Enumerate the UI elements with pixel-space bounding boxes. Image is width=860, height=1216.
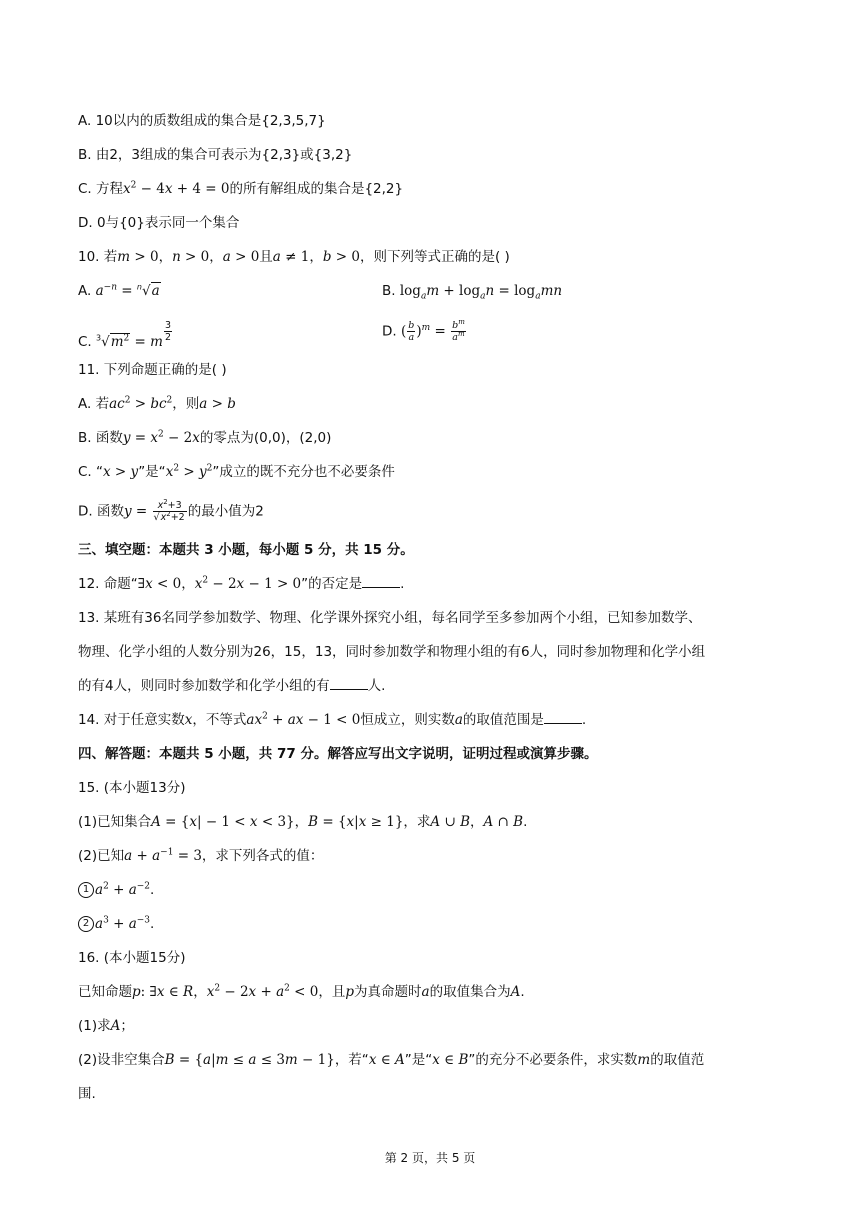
q12: 12. 命题“∃x < 0，$x^2 - 2x - 1 > 0$”的否定是 .	[78, 575, 405, 592]
q11-option-b: B. 函数$y = x^2 - 2x$的零点为(0,0)，(2,0)	[78, 429, 332, 446]
q11-option-d: D. 函数y = $\frac{x^2+3}{√x^2+2}$ 的最小值为2	[78, 497, 264, 523]
q14: 14. 对于任意实数x，不等式$ax^2$ + ax − 1 < 0恒成立，则实数a的取值范围是 .	[78, 711, 587, 728]
q16-part-2-wrap: 围.	[78, 1086, 96, 1102]
q15-part-1: (1)已知集合A = {x| − 1 < x < 3}，B = {x|x ≥ 1}，求A ∪ B，A ∩ B.	[78, 814, 528, 830]
q13-line-2: 物理、化学小组的人数分别为26，15，13，同时参加数学和物理小组的有6人，同时参加物理和化学小组	[78, 644, 706, 660]
q13-line-3: 的有4人，则同时参加数学和化学小组的有 人.	[78, 678, 386, 694]
q16-part-1: (1)求A；	[78, 1018, 134, 1034]
q13-answer-blank[interactable]	[330, 688, 368, 690]
q13-line-1: 13. 某班有36名同学参加数学、物理、化学课外探究小组，每名同学至多参加两个小组，已知参加数学、	[78, 610, 702, 626]
q9-option-a: A. 10以内的质数组成的集合是{2,3,5,7}	[78, 113, 326, 129]
q9-option-d: D. 0与{0}表示同一个集合	[78, 215, 240, 231]
section-4-heading: 四、解答题：本题共 5 小题，共 77 分。解答应写出文字说明，证明过程或演算步骤。	[78, 746, 598, 762]
q10-option-d: D. ( $\frac{b}{a}$ )$^m$ = $\frac{b^m}{a^m}$	[382, 317, 465, 343]
q16-stem: 已知命题p: ∃x ∈ R，$x^2 - 2x + a^2 < 0$，且p为真命题时a的取值集合为A.	[78, 983, 525, 1000]
q9-option-c: C. 方程$x^2 - 4x + 4 = 0$的所有解组成的集合是{2,2}	[78, 180, 404, 197]
q10-option-c: C. $^3√m^2 = m$ $^{\frac{3}{2}}$	[78, 320, 172, 350]
q11-option-c: C. “x > y”是“$x^2 > y^2$”成立的既不充分也不必要条件	[78, 463, 395, 480]
q10-option-b: B. $\log_am + \log_an = \log_amn$	[382, 283, 563, 302]
q9-option-b: B. 由2，3组成的集合可表示为{2,3}或{3,2}	[78, 147, 353, 163]
q16-part-2: (2)设非空集合B = {a|m ≤ a ≤ 3m − 1}，若“x ∈ A”是“x ∈ B”的充分不必要条件，求实数m的取值范	[78, 1052, 705, 1068]
q11-option-a: A. 若$ac^2 > bc^2$，则a > b	[78, 395, 236, 412]
q15-sub-2: 2 $a^3 + a^{-3}$.	[78, 914, 154, 934]
q10-stem: 10. 若m > 0，n > 0，a > 0且a ≠ 1，b > 0，则下列等式正确的是( )	[78, 249, 510, 265]
q15-sub-1: 1 $a^2 + a^{-2}$.	[78, 880, 154, 900]
q11-stem: 11. 下列命题正确的是( )	[78, 362, 227, 378]
section-3-heading: 三、填空题：本题共 3 小题，每小题 5 分，共 15 分。	[78, 542, 414, 558]
q15-part-2: (2)已知$a + a^{-1} = 3$，求下列各式的值：	[78, 847, 324, 864]
q16-title: 16. (本小题15分)	[78, 950, 186, 966]
page-number-footer: 第 2 页，共 5 页	[384, 1151, 476, 1165]
q12-answer-blank[interactable]	[362, 586, 400, 588]
q15-title: 15. (本小题13分)	[78, 780, 186, 796]
q14-answer-blank[interactable]	[544, 722, 582, 724]
q10-option-a: A. $a^{-n} = ^n√a$	[78, 282, 160, 299]
